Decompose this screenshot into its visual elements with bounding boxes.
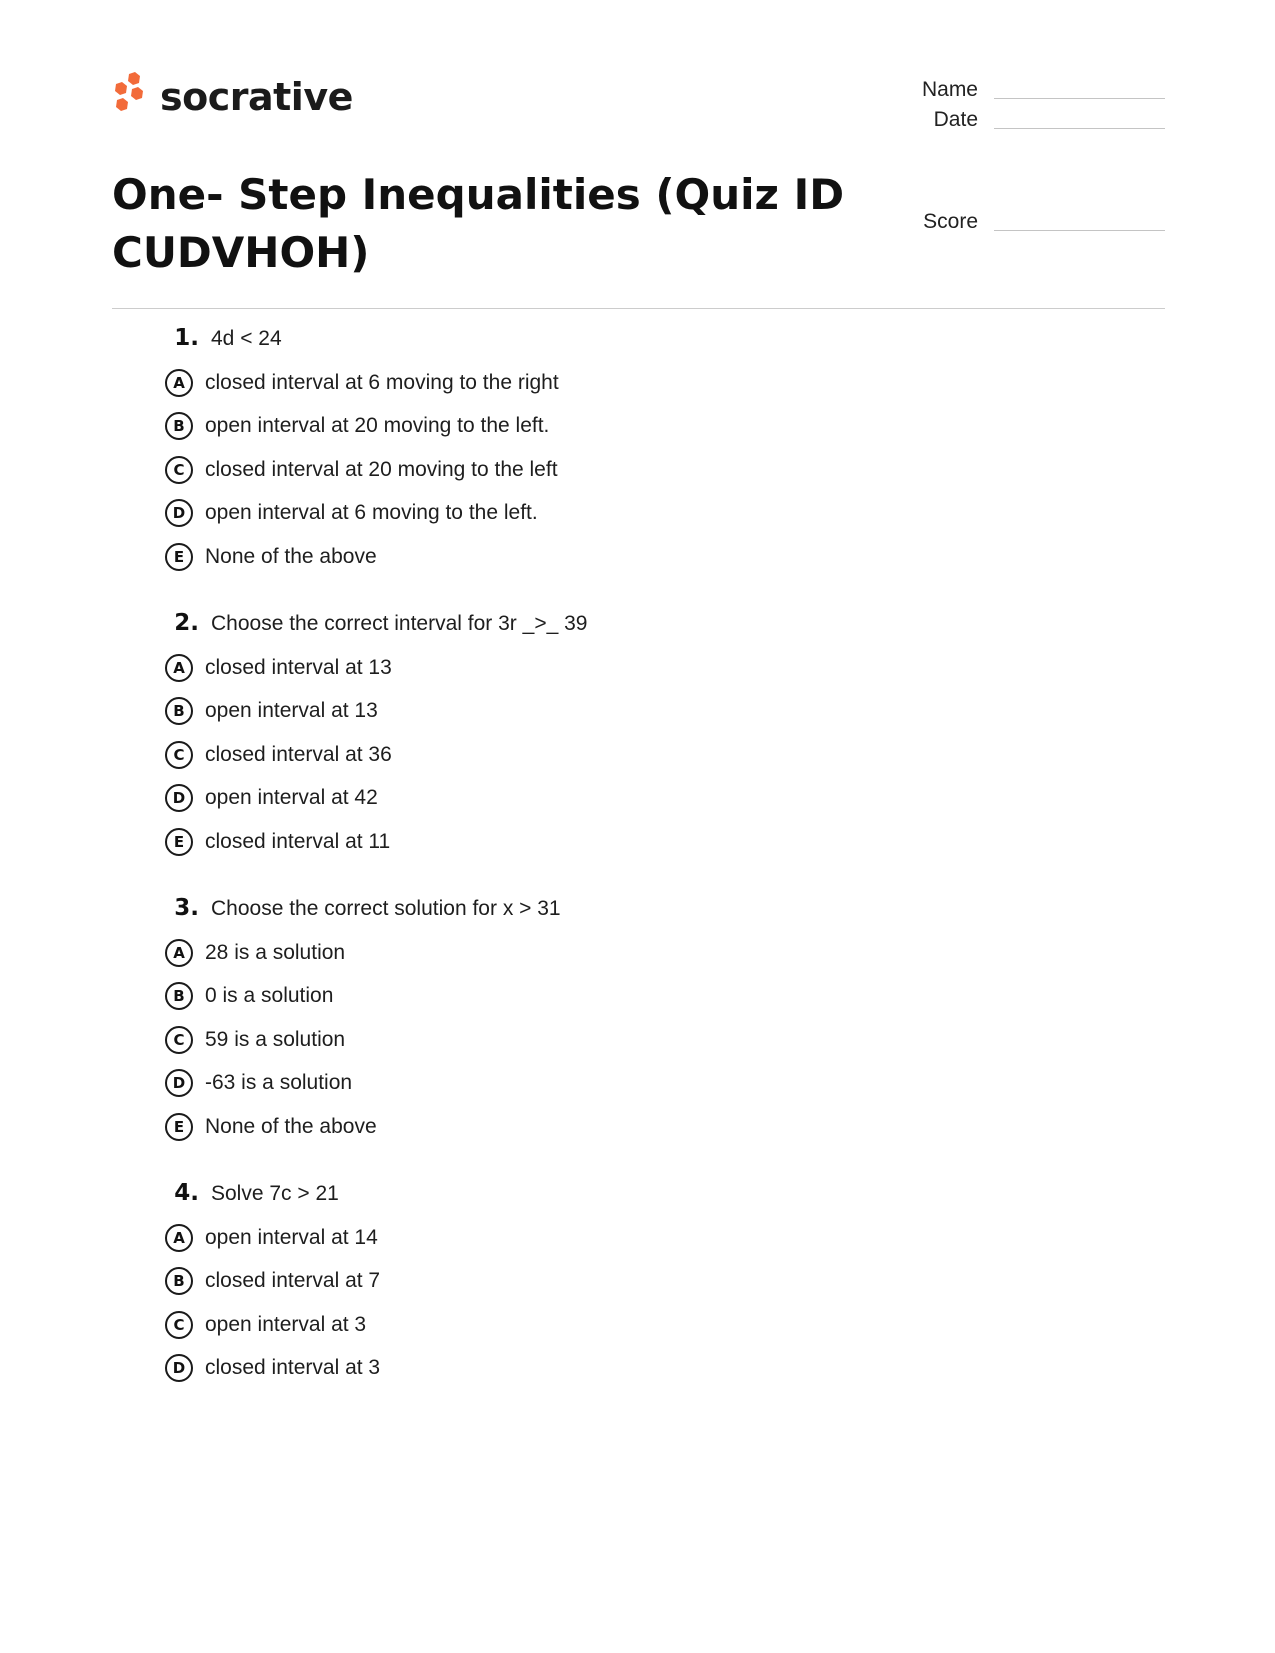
answer-text: open interval at 13	[205, 699, 378, 723]
question-number: 4.	[174, 1180, 199, 1206]
answer-bubble[interactable]: A	[165, 369, 193, 397]
answer-option-c[interactable]	[165, 1303, 1065, 1347]
answer-text: None of the above	[205, 544, 377, 568]
answer-option-c[interactable]	[165, 1018, 1065, 1062]
question-header	[165, 1180, 1065, 1216]
answer-text: closed interval at 11	[205, 829, 391, 853]
answer-text: None of the above	[205, 1114, 377, 1138]
date-field	[860, 108, 1165, 132]
question-text: Choose the correct interval for 3r _>_ 39	[211, 612, 588, 635]
answer-option-e[interactable]	[165, 1105, 1065, 1149]
question-2	[165, 610, 1065, 864]
brand-name: socrative	[160, 75, 353, 119]
answer-text: open interval at 42	[205, 786, 378, 810]
question-text: Choose the correct solution for x > 31	[211, 897, 561, 920]
answer-bubble[interactable]: A	[165, 654, 193, 682]
answer-text: open interval at 14	[205, 1225, 378, 1249]
answer-bubble[interactable]: E	[165, 828, 193, 856]
score-blank-line[interactable]	[994, 230, 1165, 231]
answer-option-b[interactable]	[165, 690, 1065, 734]
question-1	[165, 325, 1065, 579]
answer-text: closed interval at 36	[205, 742, 392, 766]
answer-option-a[interactable]	[165, 361, 1065, 405]
answer-option-d[interactable]	[165, 1347, 1065, 1391]
question-text: Solve 7c > 21	[211, 1182, 339, 1205]
answer-bubble[interactable]: A	[165, 1224, 193, 1252]
answer-option-e[interactable]	[165, 535, 1065, 579]
answer-option-a[interactable]	[165, 646, 1065, 690]
answer-bubble[interactable]: E	[165, 543, 193, 571]
answer-bubble[interactable]: C	[165, 1026, 193, 1054]
answer-bubble[interactable]: C	[165, 456, 193, 484]
question-number: 1.	[174, 325, 199, 351]
answer-text: -63 is a solution	[205, 1071, 353, 1095]
answer-bubble[interactable]: B	[165, 412, 193, 440]
answer-bubble[interactable]: C	[165, 1311, 193, 1339]
header-divider	[112, 308, 1165, 309]
answer-option-d[interactable]	[165, 492, 1065, 536]
answer-bubble[interactable]: D	[165, 499, 193, 527]
answer-bubble[interactable]: D	[165, 784, 193, 812]
score-field	[860, 210, 1165, 234]
answer-text: open interval at 3	[205, 1312, 367, 1336]
answer-text: closed interval at 6 moving to the right	[205, 370, 559, 394]
question-header	[165, 895, 1065, 931]
answer-bubble[interactable]: B	[165, 697, 193, 725]
answer-option-b[interactable]	[165, 405, 1065, 449]
question-4	[165, 1180, 1065, 1390]
answer-bubble[interactable]: C	[165, 741, 193, 769]
answer-text: closed interval at 7	[205, 1269, 381, 1293]
question-3	[165, 895, 1065, 1149]
answer-bubble[interactable]: D	[165, 1354, 193, 1382]
answer-text: open interval at 6 moving to the left.	[205, 501, 538, 525]
name-label: Name	[921, 78, 978, 101]
answer-text: 59 is a solution	[205, 1027, 346, 1051]
answer-bubble[interactable]: B	[165, 982, 193, 1010]
answer-text: closed interval at 20 moving to the left	[205, 457, 558, 481]
answer-text: closed interval at 13	[205, 655, 392, 679]
socrative-logo	[110, 72, 353, 122]
question-number: 3.	[174, 895, 199, 921]
page-title: One- Step Inequalities (Quiz ID CUDVHOH)	[112, 170, 845, 277]
question-text: 4d < 24	[211, 327, 282, 350]
answer-option-b[interactable]	[165, 1260, 1065, 1304]
date-label: Date	[933, 108, 978, 131]
answer-option-d[interactable]	[165, 1062, 1065, 1106]
answer-option-a[interactable]	[165, 931, 1065, 975]
answer-text: 0 is a solution	[205, 984, 334, 1008]
name-blank-line[interactable]	[994, 98, 1165, 99]
answer-option-c[interactable]	[165, 448, 1065, 492]
answer-bubble[interactable]: B	[165, 1267, 193, 1295]
answer-text: closed interval at 3	[205, 1356, 381, 1380]
question-header	[165, 610, 1065, 646]
answer-bubble[interactable]: A	[165, 939, 193, 967]
answer-text: open interval at 20 moving to the left.	[205, 414, 550, 438]
score-label: Score	[923, 210, 978, 233]
answer-text: 28 is a solution	[205, 940, 346, 964]
answer-bubble[interactable]: D	[165, 1069, 193, 1097]
answer-option-c[interactable]	[165, 733, 1065, 777]
answer-option-b[interactable]	[165, 975, 1065, 1019]
answer-bubble[interactable]: E	[165, 1113, 193, 1141]
answer-option-d[interactable]	[165, 777, 1065, 821]
hexagon-cluster-icon	[110, 72, 150, 122]
answer-option-e[interactable]	[165, 820, 1065, 864]
date-blank-line[interactable]	[994, 128, 1165, 129]
question-header	[165, 325, 1065, 361]
question-number: 2.	[174, 610, 199, 636]
answer-option-a[interactable]	[165, 1216, 1065, 1260]
name-field	[860, 78, 1165, 102]
